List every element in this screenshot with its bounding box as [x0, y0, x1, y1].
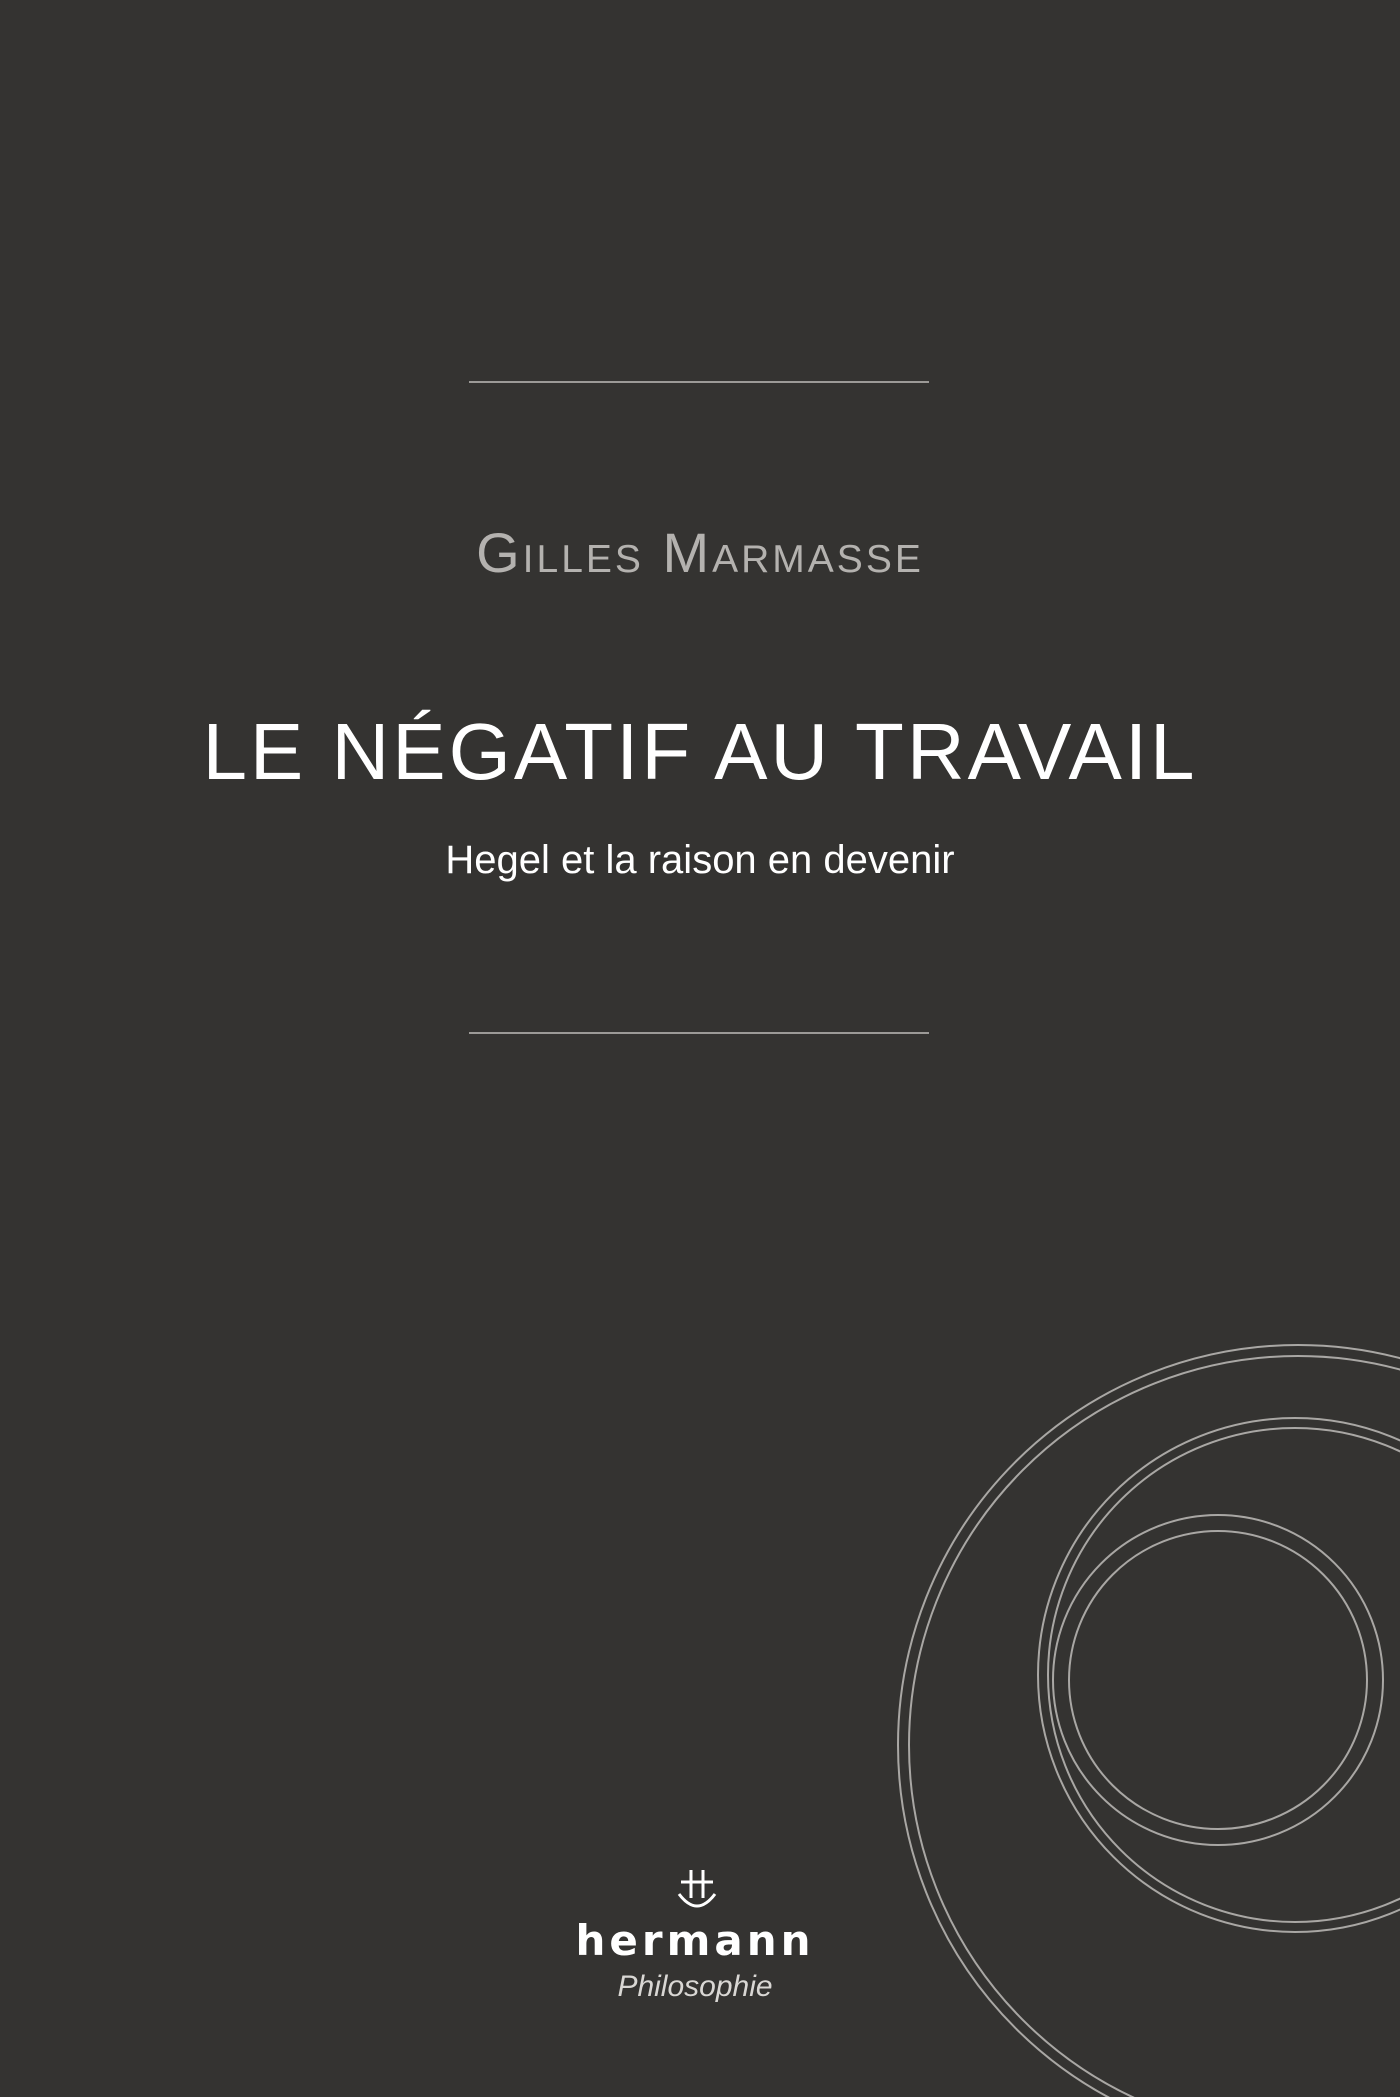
author-name: Gilles Marmasse: [476, 521, 924, 584]
outer-circle: [898, 1345, 1400, 2097]
publisher-logo: [520, 1868, 870, 2008]
book-subtitle: Hegel et la raison en devenir: [445, 838, 955, 882]
bottom-divider-line: [469, 1032, 929, 1034]
middle-circle: [1038, 1418, 1400, 1932]
middle-circle-inner-ring: [1048, 1428, 1400, 1922]
outer-circle-inner-ring: [909, 1356, 1400, 2097]
book-title: LE NÉGATIF AU TRAVAIL: [202, 707, 1198, 796]
top-divider-line: [469, 381, 929, 383]
publisher-name: hermann: [575, 1916, 815, 1965]
collection-name: Philosophie: [617, 1970, 773, 2003]
hermann-emblem-icon: [675, 1868, 719, 1916]
inner-circle: [1053, 1515, 1383, 1845]
inner-circle-inner-ring: [1069, 1531, 1367, 1829]
